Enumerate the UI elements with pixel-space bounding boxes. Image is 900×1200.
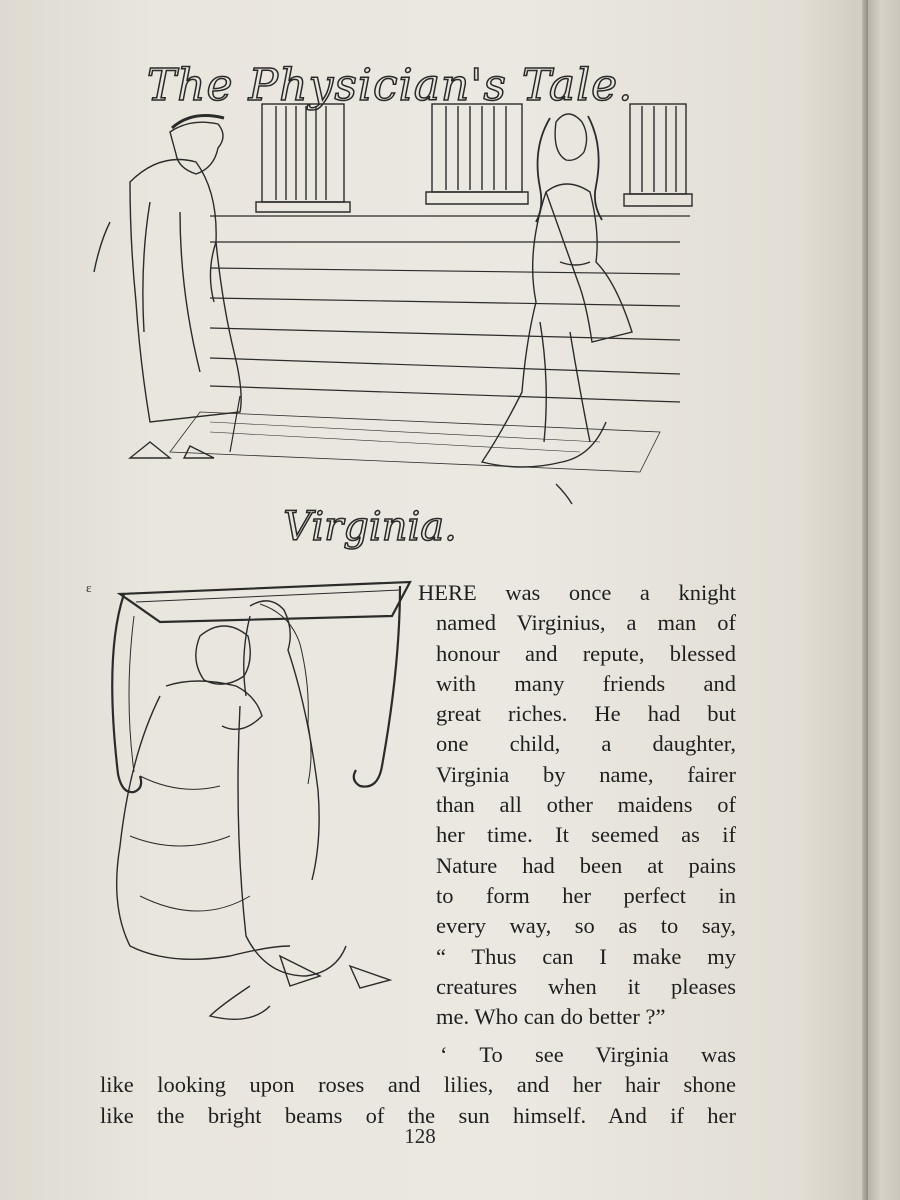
text-line: named Virginius, a man of — [436, 610, 736, 636]
embracing-figures — [117, 601, 390, 1019]
text-line: Virginia by name, fairer — [436, 761, 736, 787]
text-line: HERE was once a knight — [418, 580, 736, 605]
drop-cap-illustration — [100, 576, 420, 1046]
text-line: “ Thus can I make my — [436, 943, 736, 969]
text-line: me. Who can do better ?” — [436, 1004, 666, 1030]
text-line: great riches. He had but — [436, 701, 736, 727]
text-line: like looking upon roses and lilies, and her hair shone — [100, 1072, 736, 1098]
text-line: with many friends and — [436, 670, 736, 696]
drop-cap-t-frame — [112, 582, 410, 792]
temple-steps — [170, 216, 690, 472]
drop-cap-column-text — [418, 578, 736, 1032]
text-line: honour and repute, blessed — [436, 640, 736, 666]
adjacent-page-edge — [868, 0, 900, 1200]
text-line: than all other maidens of — [436, 792, 736, 818]
text-line: Nature had been at pains — [436, 852, 736, 878]
text-line: to form her perfect in — [436, 882, 736, 908]
chapter-title: Virginia. — [283, 504, 457, 550]
tale-title: The Physician's Tale. — [146, 60, 634, 111]
text-line: like the bright beams of the sun himself. And if her — [100, 1102, 736, 1128]
text-line: her time. It seemed as if — [436, 822, 736, 848]
temple-columns — [256, 104, 692, 212]
full-width-text — [100, 1040, 736, 1131]
text-line: one child, a daughter, — [436, 731, 736, 757]
margin-mark: ε — [86, 580, 92, 595]
physician-figure — [94, 116, 241, 458]
text-line: creatures when it pleases — [436, 973, 736, 999]
page-number: 128 — [404, 1124, 436, 1148]
text-line: every way, so as to say, — [436, 913, 736, 939]
virginia-figure — [482, 114, 632, 504]
text-line: ‘ To see Virginia was — [440, 1042, 736, 1067]
physician-virginia-illustration — [80, 92, 720, 512]
